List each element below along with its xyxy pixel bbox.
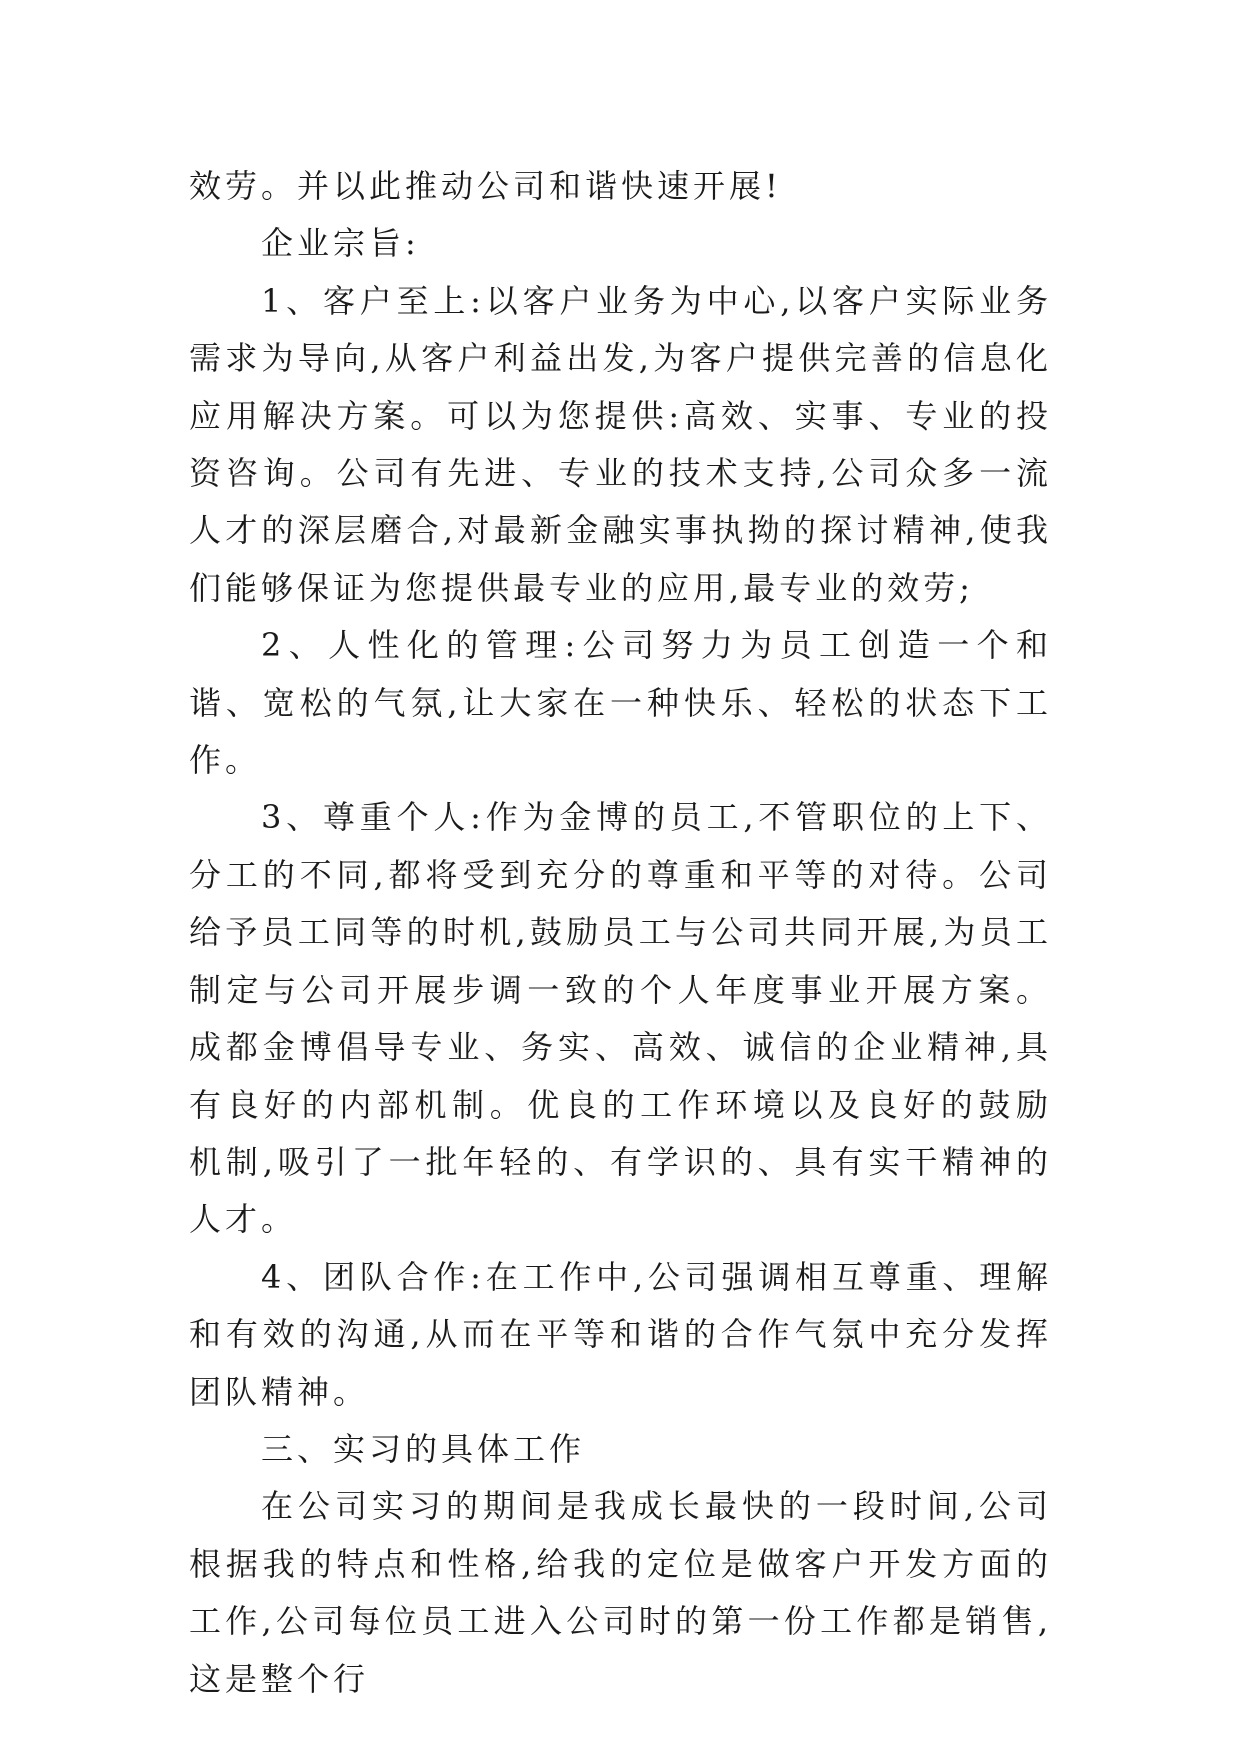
paragraph-humanized-management: 2、人性化的管理:公司努力为员工创造一个和谐、宽松的气氛,让大家在一种快乐、轻松的状态下工作。 bbox=[189, 626, 1052, 780]
section-heading-internship-work: 三、实习的具体工作 bbox=[261, 1429, 586, 1468]
paragraph-internship-period: 在公司实习的期间是我成长最快的一段时间,公司根据我的特点和性格,给我的定位是做客户开发方面的工作,公司每位员工进入公司时的第一份工作都是销售,这是整个行 bbox=[189, 1487, 1052, 1698]
paragraph-respect-individual: 3、尊重个人:作为金博的员工,不管职位的上下、分工的不同,都将受到充分的尊重和平等的对待。公司给予员工同等的时机,鼓励员工与公司共同开展,为员工制定与公司开展步调一致的个人年度事业开展方案。成都金博倡导专业、务实、高效、诚信的企业精神,具有良好的内部机制。优良的工作环境以及良好的鼓励机制,吸引了一批年轻的、有学识的、具有实干精神的人才。 bbox=[189, 798, 1052, 1239]
paragraph-teamwork: 4、团队合作:在工作中,公司强调相互尊重、理解和有效的沟通,从而在平等和谐的合作气氛中充分发挥团队精神。 bbox=[189, 1257, 1052, 1411]
paragraph-heading-enterprise-purpose: 企业宗旨: bbox=[261, 224, 420, 263]
paragraph-customer-first: 1、客户至上:以客户业务为中心,以客户实际业务需求为导向,从客户利益出发,为客户提供完善的信息化应用解决方案。可以为您提供:高效、实事、专业的投资咨询。公司有先进、专业的技术支持,公司众多一流人才的深层磨合,对最新金融实事执拗的探讨精神,使我们能够保证为您提供最专业的应用,最专业的效劳; bbox=[189, 281, 1052, 607]
paragraph-continuation: 效劳。并以此推动公司和谐快速开展! bbox=[189, 167, 782, 205]
